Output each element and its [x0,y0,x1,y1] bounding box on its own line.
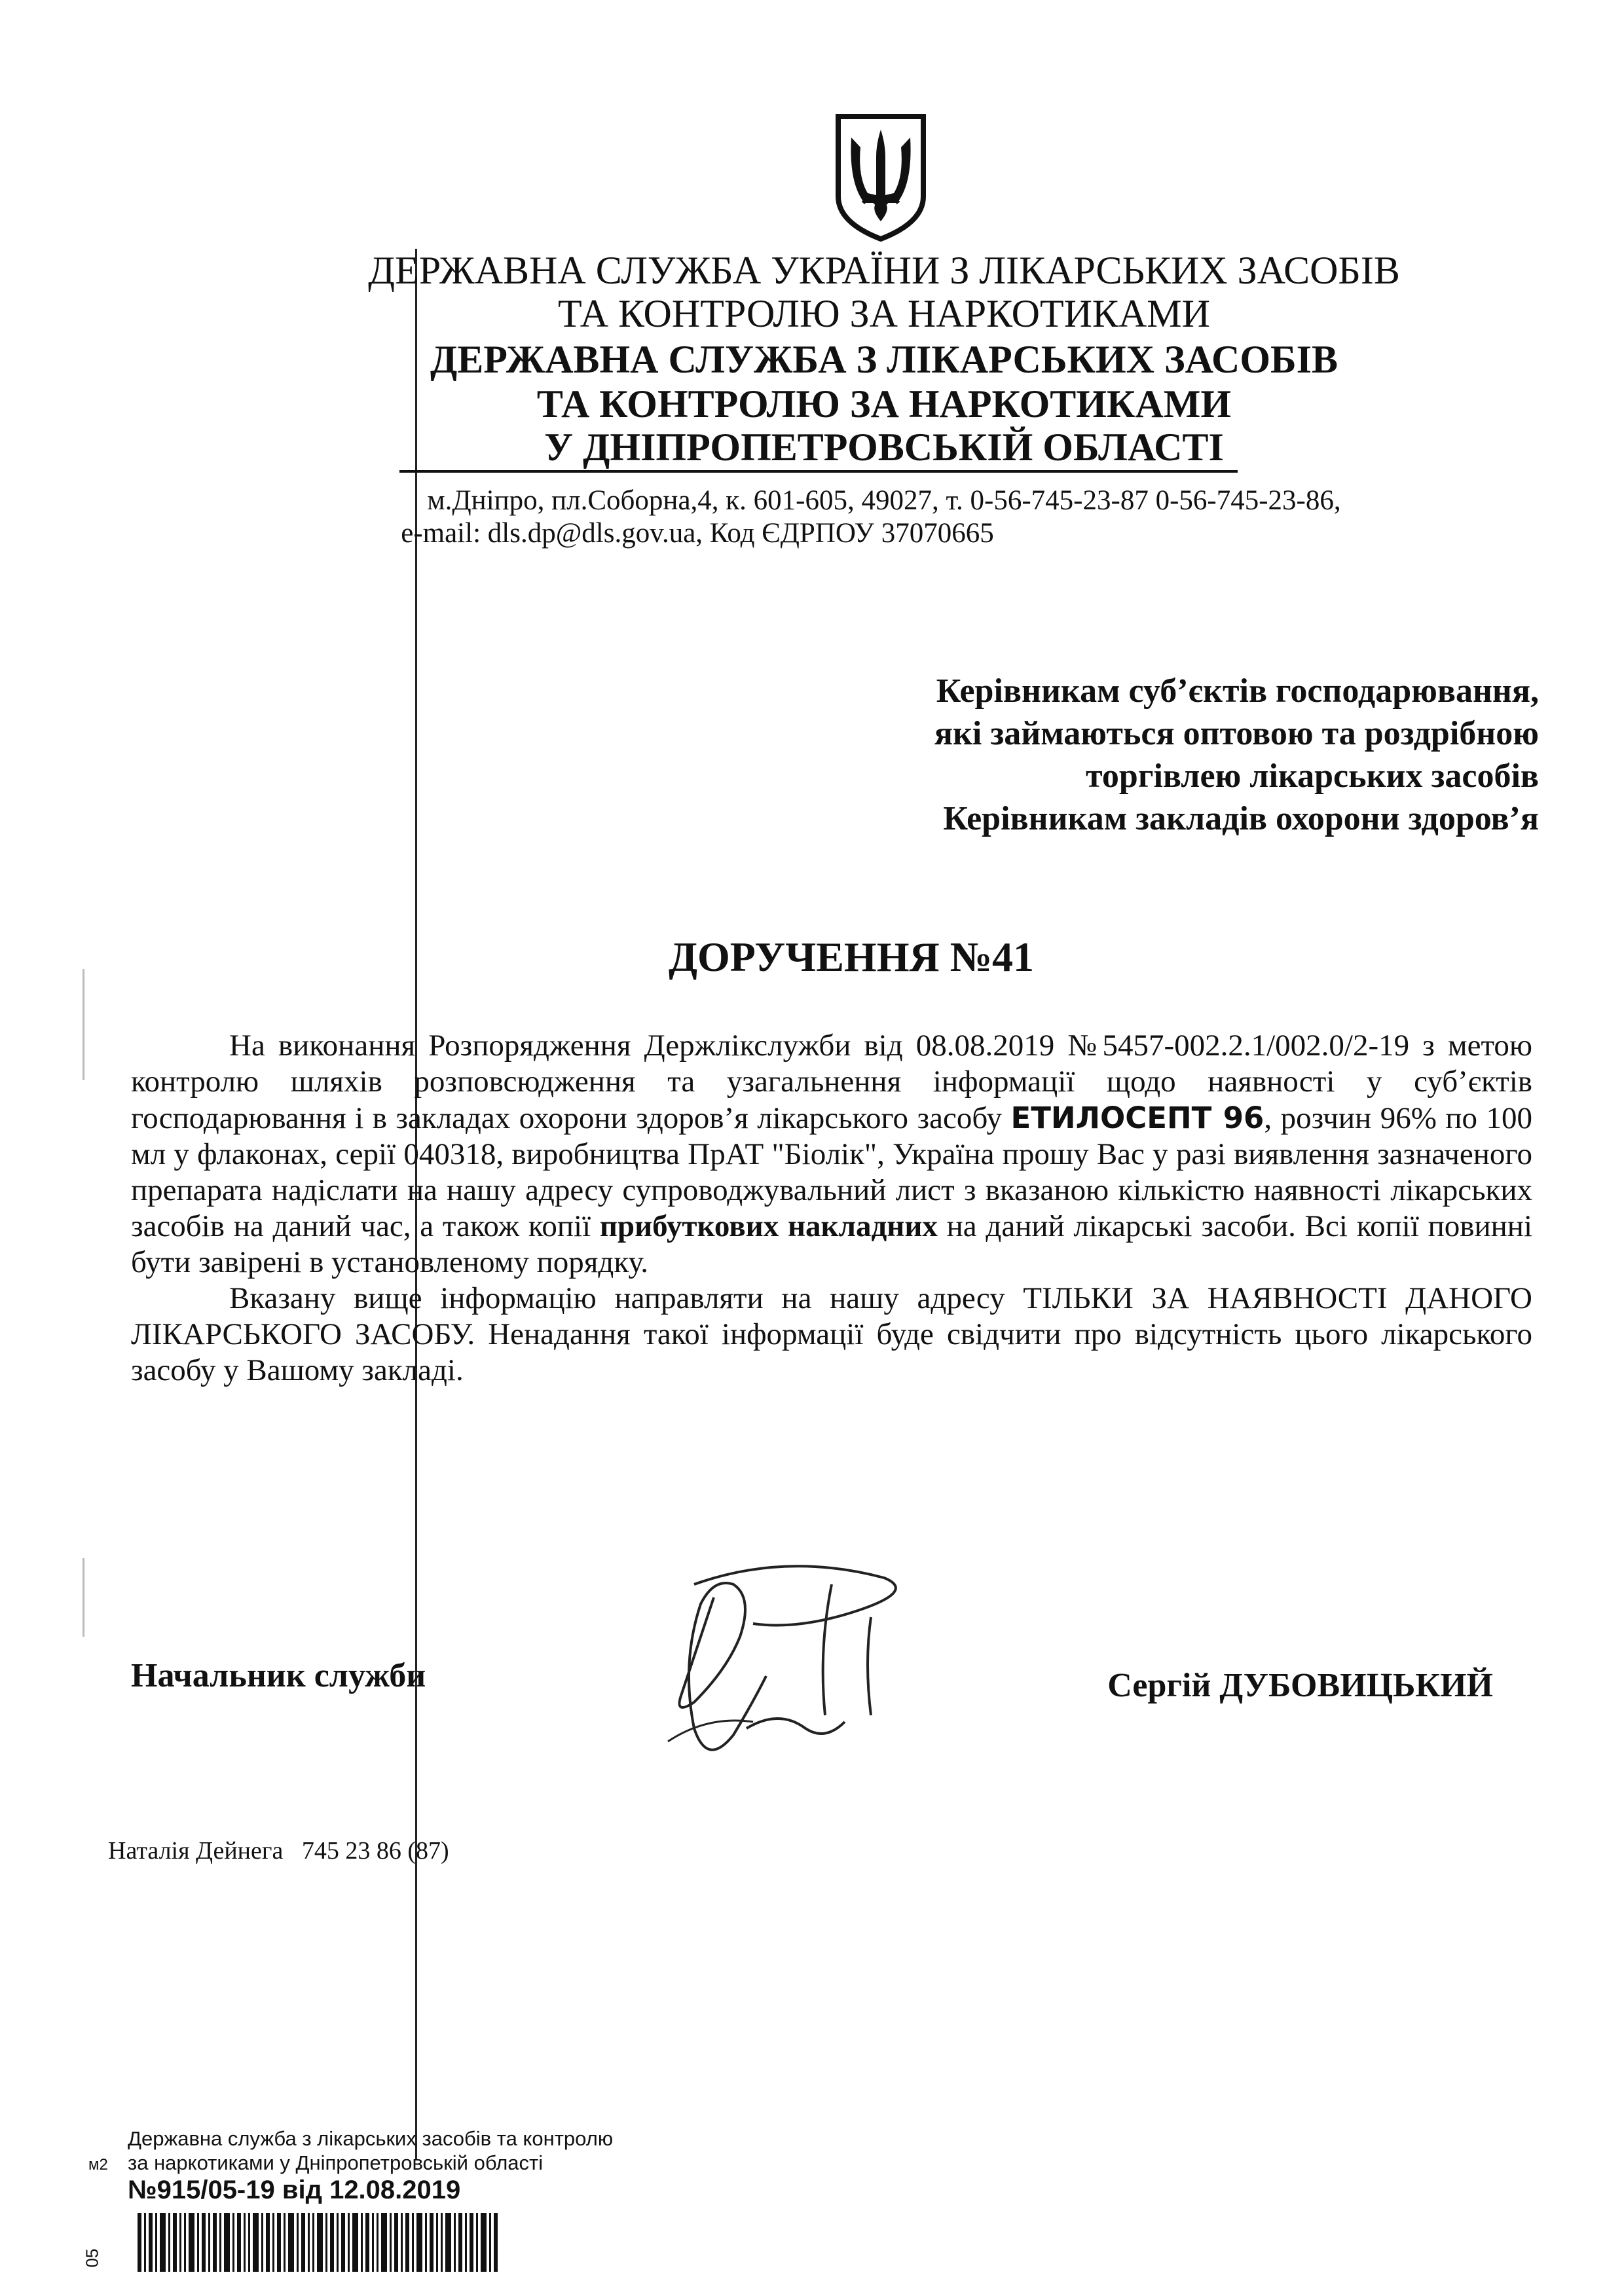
stamp-line-2: за наркотиками у Дніпропетровській області [128,2151,544,2174]
email-line: e-mail: dls.dp@dls.gov.ua, Код ЄДРПОУ 37070665 [401,518,994,549]
header-line-2: ТА КОНТРОЛЮ ЗА НАРКОТИКАМИ [558,292,1210,335]
recipient-line-3: торгівлею лікарських засобів [1086,757,1539,795]
recipient-line-2: які займаються оптовою та роздрібною [934,715,1539,752]
drug-name: ЕТИЛОСЕПТ 96 [1010,1101,1264,1135]
header-line-5-text: У ДНІПРОПЕТРОВСЬКІЙ ОБЛАСТІ [544,426,1224,469]
signatory-name: Сергій ДУБОВИЦЬКИЙ [1107,1667,1493,1704]
barcode-icon [138,2213,504,2272]
stamp-prefix: м2 [88,2156,108,2174]
address-line: м.Дніпро, пл.Соборна,4, к. 601-605, 49027, т. 0-56-745-23-87 0-56-745-23-86, [427,485,1341,516]
recipient-line-1: Керівникам суб’єктів господарювання, [936,672,1539,710]
signatory-position: Начальник служби [131,1657,426,1694]
document-body [131,1028,1532,1389]
ukraine-trident-icon [832,111,930,242]
header-underline [399,470,1238,473]
header-line-3: ДЕРЖАВНА СЛУЖБА З ЛІКАРСЬКИХ ЗАСОБІВ [430,338,1338,381]
paragraph-1 [131,1028,1532,1281]
stamp-registration-number: №915/05-19 від 12.08.2019 [128,2176,461,2204]
paragraph-2: Вказану вище інформацію направляти на нашу адресу ТІЛЬКИ ЗА НАЯВНОСТІ ДАНОГО ЛІКАРСЬКОГО ЗАСОБУ. Ненадання такої інформації буде свідчити про відсутність цього лікарського засобу у Вашому закладі. [131,1281,1532,1387]
recipient-line-4: Керівникам закладів охорони здоров’я [943,800,1539,837]
executor-contact: Наталія Дейнега 745 23 86 (87) [108,1837,449,1865]
paragraph-1-part-c: на даний лікарські засоби. Всі копії повинні бути завірені в установленому порядку. [131,1209,1533,1279]
header-line-4: ТА КОНТРОЛЮ ЗА НАРКОТИКАМИ [536,382,1232,426]
paragraph-1-part-a: На виконання Розпорядження Держлікслужби від 08.08.2019 №5457-002.2.1/002.0/2-19 з метою контролю шляхів розповсюдження та узагальнення інформації щодо наявності у суб’єктів господарювання і в закладах охорони здоров’я лікарського засобу [131,1029,1532,1135]
handwritten-signature-icon [655,1558,930,1774]
paragraph-1-bold: прибуткових накладних [599,1209,938,1243]
document-title: ДОРУЧЕННЯ №41 [668,934,1035,980]
header-line-5 [327,426,1441,469]
stamp-side-mark: 05 [82,2248,102,2268]
stamp-line-1: Державна служба з лікарських засобів та контролю [128,2127,614,2150]
header-line-1: ДЕРЖАВНА СЛУЖБА УКРАЇНИ З ЛІКАРСЬКИХ ЗАСОБІВ [368,249,1400,292]
scan-edge-artifact [83,969,84,1080]
scan-edge-artifact [83,1558,84,1637]
paragraph-1-part-b: , розчин 96% по 100 мл у флаконах, серії 040318, виробництва ПрАТ "Біолік", Україна прошу Вас у разі виявлення зазначеного препарата надіслати на нашу адресу супроводжувальний лист з вказаною кількістю наявності лікарських засобів на даний час, а також копії [131,1101,1532,1243]
